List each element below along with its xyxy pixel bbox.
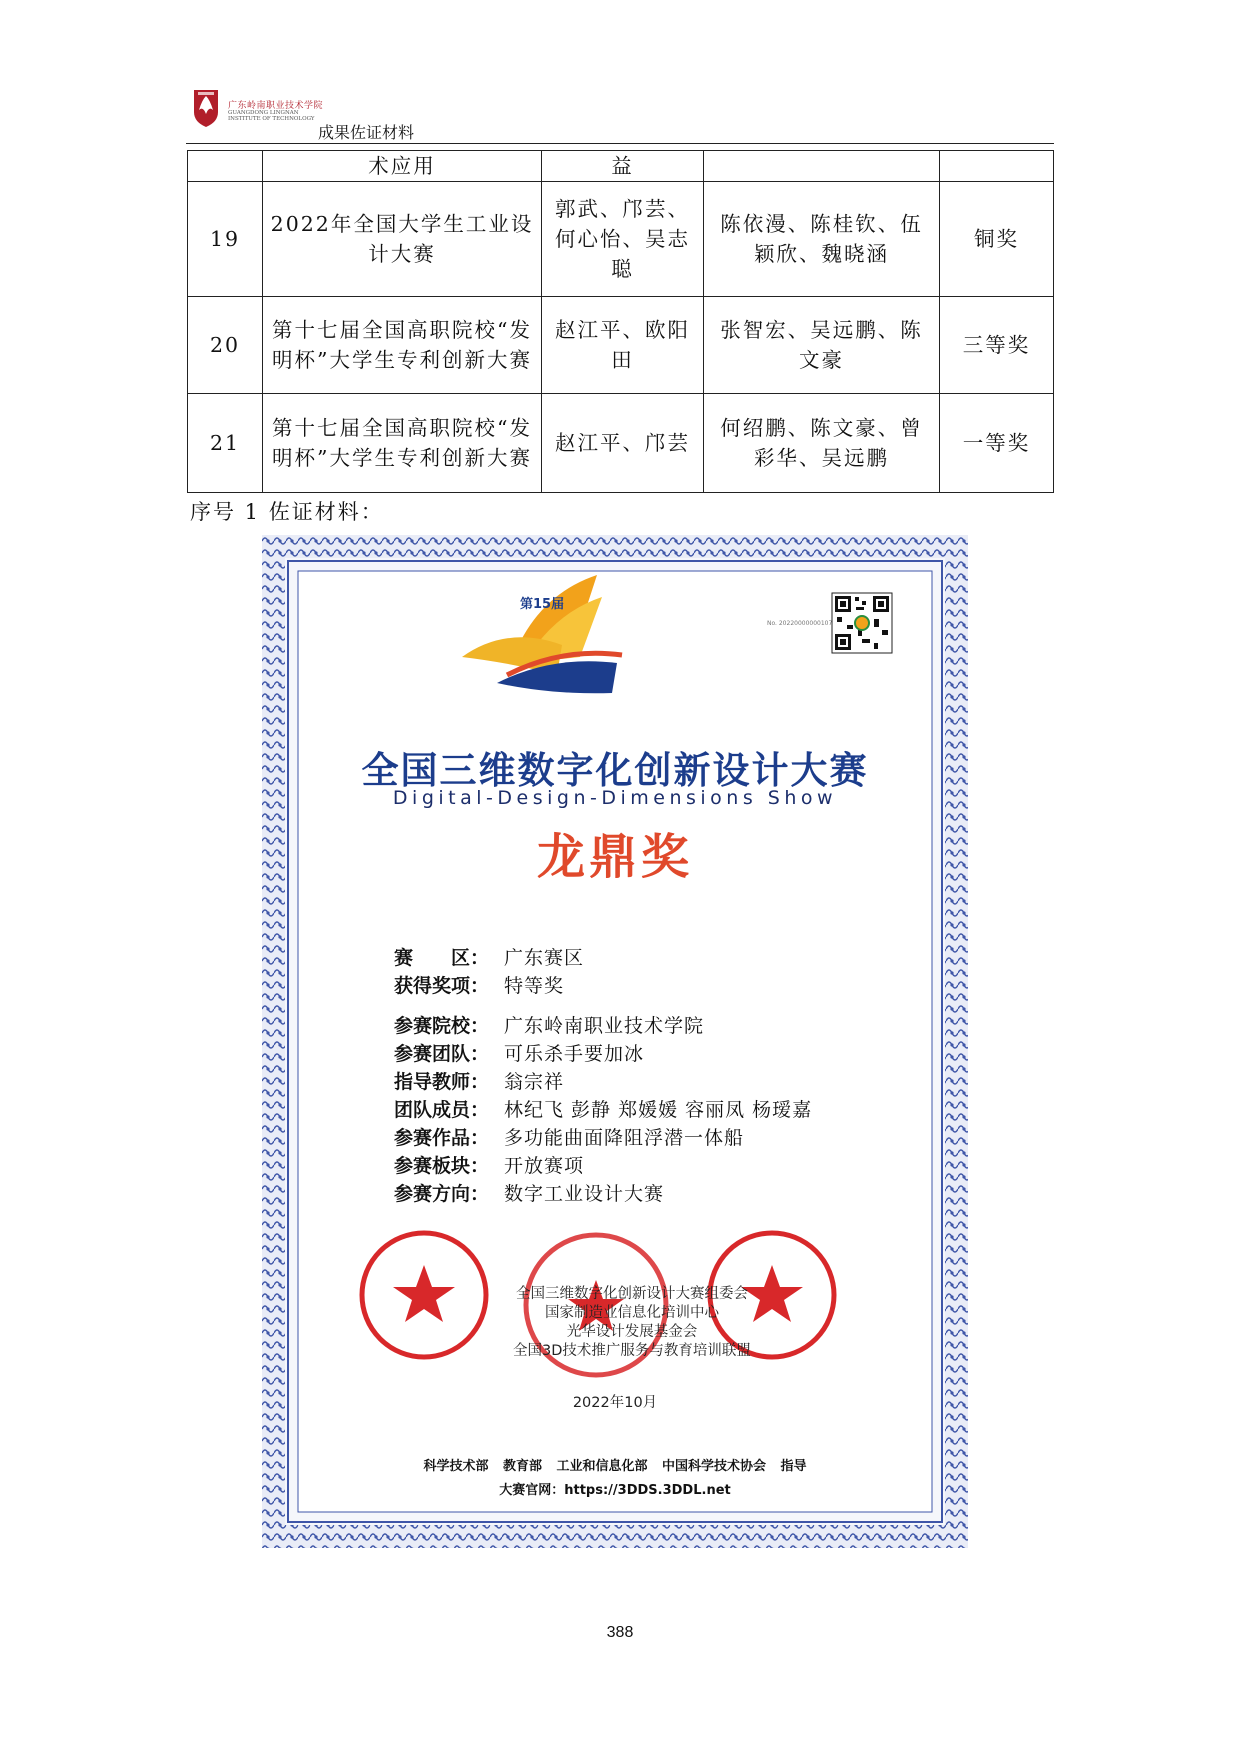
cell-no: 20 <box>188 297 263 394</box>
organizer-line: 国家制造业信息化培训中心 <box>545 1305 719 1321</box>
field-section <box>394 1151 584 1178</box>
advisors-text: 郭武、邝芸、何心怡、吴志聪 <box>555 197 690 281</box>
certificate-serial: No. 20220000000107 <box>767 620 833 627</box>
cell-students <box>704 297 940 394</box>
certificate-title: 全国三维数字化创新设计大赛 <box>361 749 869 792</box>
qr-code <box>832 593 892 653</box>
field-label: 参赛院校： <box>394 1015 490 1037</box>
table-row <box>188 297 1054 394</box>
cell-competition <box>263 182 542 297</box>
cell-advisors <box>542 182 704 297</box>
school-name-en: GUANGDONG LINGNAN INSTITUTE OF TECHNOLOGY <box>228 110 315 122</box>
field-label: 指导教师： <box>394 1071 490 1093</box>
field-team <box>394 1039 644 1066</box>
cell-competition <box>263 394 542 493</box>
field-label: 参赛板块： <box>394 1155 490 1177</box>
field-label: 参赛团队： <box>394 1043 490 1065</box>
advisors-text: 赵江平、邝芸 <box>555 431 690 455</box>
table-row <box>188 394 1054 493</box>
organizers <box>472 1285 792 1361</box>
awards-table <box>187 150 1054 493</box>
cell-students <box>704 394 940 493</box>
cell-award: 三等奖 <box>940 297 1054 394</box>
organizer-line: 全国三维数字化创新设计大赛组委会 <box>516 1286 748 1302</box>
certificate-image <box>262 535 968 1548</box>
field-members <box>394 1095 812 1122</box>
evidence-caption: 序号 1 佐证材料： <box>190 500 384 524</box>
cell-no <box>188 151 263 182</box>
field-advisor <box>394 1067 564 1094</box>
field-region <box>394 943 584 970</box>
field-school <box>394 1011 704 1038</box>
document-title: 成果佐证材料 <box>318 123 415 142</box>
field-value: 翁宗祥 <box>504 1071 565 1093</box>
field-label: 参赛方向： <box>394 1183 490 1205</box>
school-logo <box>192 88 220 128</box>
cell-advisors <box>542 297 704 394</box>
page-number: 388 <box>606 1624 634 1641</box>
cell-competition: 术应用 <box>263 151 542 182</box>
field-work <box>394 1123 744 1150</box>
field-label: 赛 区： <box>394 947 490 969</box>
students-text: 张智宏、吴远鹏、陈文豪 <box>720 318 923 372</box>
certificate-date: 2022年10月 <box>572 1395 658 1411</box>
organizer-line: 光华设计发展基金会 <box>566 1324 698 1340</box>
header-rule <box>186 143 1054 144</box>
students-text: 何绍鹏、陈文豪、曾彩华、吴远鹏 <box>720 416 923 470</box>
students-text: 陈依漫、陈桂钦、伍颖欣、魏晓涵 <box>720 212 923 266</box>
guidance-line: 科学技术部 教育部 工业和信息化部 中国科学技术协会 指导 <box>423 1459 807 1474</box>
cell-award <box>940 151 1054 182</box>
field-value: 多功能曲面降阻浮潜一体船 <box>504 1127 745 1149</box>
cell-advisors <box>542 394 704 493</box>
field-label: 参赛作品： <box>394 1127 490 1149</box>
field-value: 开放赛项 <box>504 1155 585 1177</box>
field-prize <box>394 971 564 998</box>
competition-text: 第十七届全国高职院校“发明杯”大学生专利创新大赛 <box>272 416 532 470</box>
field-value: 可乐杀手要加冰 <box>504 1043 645 1065</box>
field-value: 数字工业设计大赛 <box>504 1183 665 1205</box>
cell-no: 21 <box>188 394 263 493</box>
cell-students <box>704 151 940 182</box>
field-value: 林纪飞 彭静 郑媛媛 容丽凤 杨瑷嘉 <box>504 1099 813 1121</box>
field-direction <box>394 1179 664 1206</box>
cell-students <box>704 182 940 297</box>
field-label: 团队成员： <box>394 1099 490 1121</box>
field-value: 广东岭南职业技术学院 <box>504 1015 705 1037</box>
logo-edition: 第15届 <box>520 597 565 612</box>
field-value: 特等奖 <box>504 975 565 997</box>
field-label: 获得奖项： <box>394 975 490 997</box>
cell-no: 19 <box>188 182 263 297</box>
field-value: 广东赛区 <box>504 947 585 969</box>
cell-award: 铜奖 <box>940 182 1054 297</box>
certificate-subtitle: Digital-Design-Dimensions Show <box>392 787 838 809</box>
table-row <box>188 182 1054 297</box>
cell-advisors: 益 <box>542 151 704 182</box>
organizer-line: 全国3D技术推广服务与教育培训联盟 <box>513 1343 751 1359</box>
award-name: 龙鼎奖 <box>536 829 693 885</box>
school-name-cn: 广东岭南职业技术学院 <box>228 101 324 111</box>
website-line: 大赛官网：https://3DDS.3DDL.net <box>499 1483 731 1498</box>
table-row-continued <box>188 151 1054 182</box>
competition-text: 第十七届全国高职院校“发明杯”大学生专利创新大赛 <box>272 318 532 372</box>
advisors-text: 赵江平、欧阳田 <box>555 318 690 372</box>
cell-competition <box>263 297 542 394</box>
competition-text: 2022年全国大学生工业设计大赛 <box>270 212 534 266</box>
cell-award: 一等奖 <box>940 394 1054 493</box>
